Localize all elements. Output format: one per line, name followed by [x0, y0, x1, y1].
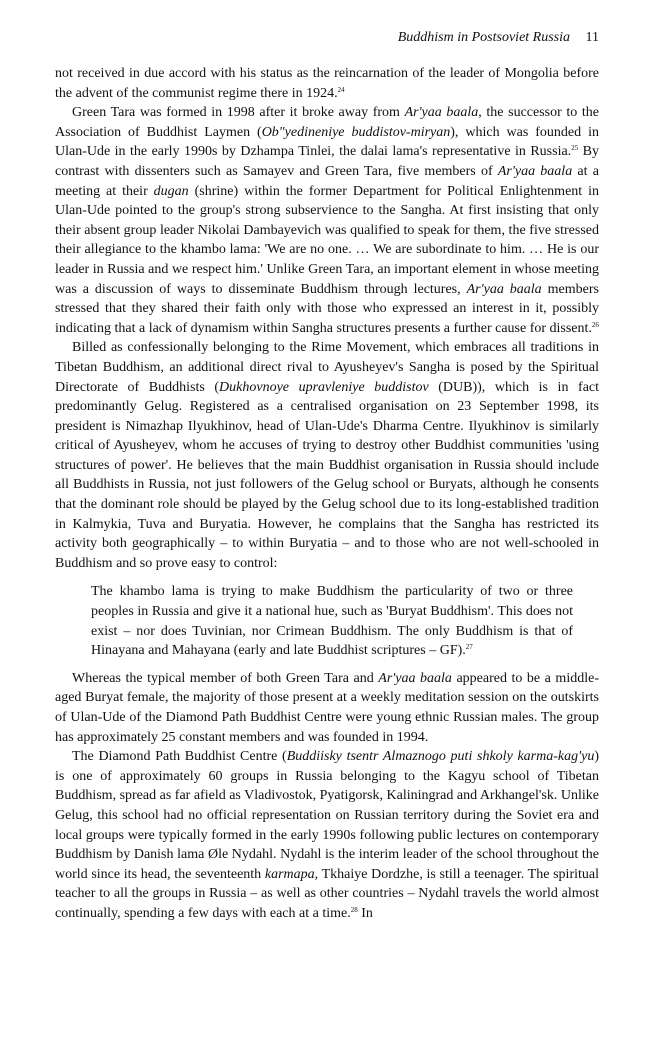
paragraph [55, 64, 599, 103]
text-run: , the successor to the Association of Buddhist Laymen ( [55, 105, 599, 140]
text-run: ), which was founded in Ulan-Ude in the early 1990s by Dzhampa Tinlei, the dalai lama's representative in Russia. [55, 124, 599, 160]
italic-term: karmapa [264, 866, 315, 882]
text-run: In [357, 905, 373, 921]
body-text [55, 64, 599, 924]
footnote-ref: 28 [350, 905, 358, 914]
footnote-ref: 27 [465, 643, 473, 652]
running-title: Buddhism in Postsoviet Russia [397, 30, 571, 45]
text-run: By contrast with dissenters such as Samayev and Green Tara, five members of [55, 144, 599, 179]
italic-term: Ar'yaa baala [378, 670, 452, 686]
text-run: members stressed that they shared their faith only with those who expressed an interest in it, possibly indicating that a lack of dynamism within Sangha structures presents a further cause for dissent. [55, 281, 599, 336]
paragraph [55, 338, 599, 573]
italic-term: Buddiisky tsentr Almaznogo puti shkoly karma-kag'yu [286, 749, 595, 765]
text-run: not received in due accord with his status as the reincarnation of the leader of Mongolia before the advent of the communist regime there in 1924. [55, 66, 599, 101]
text-run: Whereas the typical member of both Green Tara and [72, 670, 379, 686]
italic-term: Ar'yaa baala [497, 163, 573, 179]
block-quote [91, 582, 573, 660]
text-run: (DUB)), which is in fact predominantly Gelug. Registered as a centralised organisation on 23 September 1998, its president is Nimazhap Ilyukhinov, head of Ulan-Ude's Dharma Centre. Ilyukhinov is similarly critical of Ayusheyev, whom he accuses of trying to destroy other Buddhist communities 'using structures of power'. He believes that the main Buddhist organisation in Russia should include all Buddhists in Russia, not just followers of the Gelug school or Buryats, although he consents that the dominant role should be played by the Gelug school due to its long-established tradition in Kalmykia, Tuva and Buryatia. However, he complains that the Sangha has restricted its activity both geographically – to within Buryatia – and to those who are not well-schooled in Buddhism and so prove easy to control: [55, 379, 600, 571]
italic-term: Ar'yaa baala [466, 281, 542, 297]
footnote-ref: 26 [591, 320, 599, 329]
text-run: Green Tara was formed in 1998 after it broke away from [72, 105, 405, 121]
text-run: at a meeting at their [55, 163, 599, 199]
italic-term: Dukhovnoye upravleniye buddistov [219, 379, 429, 395]
footnote-ref: 24 [337, 85, 345, 94]
text-run: The Diamond Path Buddhist Centre ( [72, 749, 287, 765]
text-run: The khambo lama is trying to make Buddhism the particularity of two or three peoples in Russia and give it a national hue, such as 'Buryat Buddhism'. This does not exist – nor does Tuvinian, nor Crimean Buddhism. The only Buddhism is that of Hinayana and Mahayana (early and late Buddhist scriptures – GF). [91, 584, 573, 659]
text-run: , Tkhaiye Dordzhe, is still a teenager. The spiritual teacher to all the groups in Russia – as well as other countries – Nydahl travels the world almost continually, spending a few days with each at a time. [55, 866, 599, 921]
page-number: 11 [585, 30, 599, 45]
text-run: appeared to be a middle-aged Buryat female, the majority of those present at a weekly meditation session on the outskirts of Ulan-Ude of the Diamond Path Buddhist Centre were young ethnic Russian males. The group has approximately 25 constant members and was founded in 1994. [55, 670, 599, 745]
paragraph [55, 103, 599, 338]
italic-term: Ar'yaa baala [404, 105, 479, 121]
italic-term: dugan [153, 183, 189, 199]
text-run: Billed as confessionally belonging to the Rime Movement, which embraces all traditions in Tibetan Buddhism, an additional direct rival to Ayusheyev's Sangha is posed by the Spiritual Directorate of Buddhists ( [55, 340, 599, 395]
italic-term: Ob"yedineniye buddistov-miryan [261, 124, 451, 140]
paragraph [55, 669, 599, 747]
paragraph [55, 747, 599, 923]
text-run: (shrine) within the former Department for Political Enlightenment in Ulan-Ude pointed to the group's strong subservience to the Sangha. At first insisting that only their absent group leader Nikolai Dambayevich was qualified to speak for them, the five stressed their allegiance to the khambo lama: 'We are no one. … We are subordinate to him. … He is our leader in Russia and we respect him.' Unlike Green Tara, an important element in whose meeting was a discussion of ways to disseminate Buddhism through lectures, [55, 183, 599, 297]
running-header [55, 30, 599, 52]
text-run: ) is one of approximately 60 groups in Russia belonging to the Kagyu school of Tibetan Buddhism, spread as far afield as Vladivostok, Pyatigorsk, Kaliningrad and Arkhangel'sk. Unlike Gelug, this school had no official representation on Russian territory during the Soviet era and local groups were typically formed in the early 1990s following public lectures on contemporary Buddhism by Danish lama Øle Nydahl. Nydahl is the interim leader of the school throughout the world since its head, the seventeenth [55, 749, 599, 882]
footnote-ref: 25 [571, 144, 579, 153]
